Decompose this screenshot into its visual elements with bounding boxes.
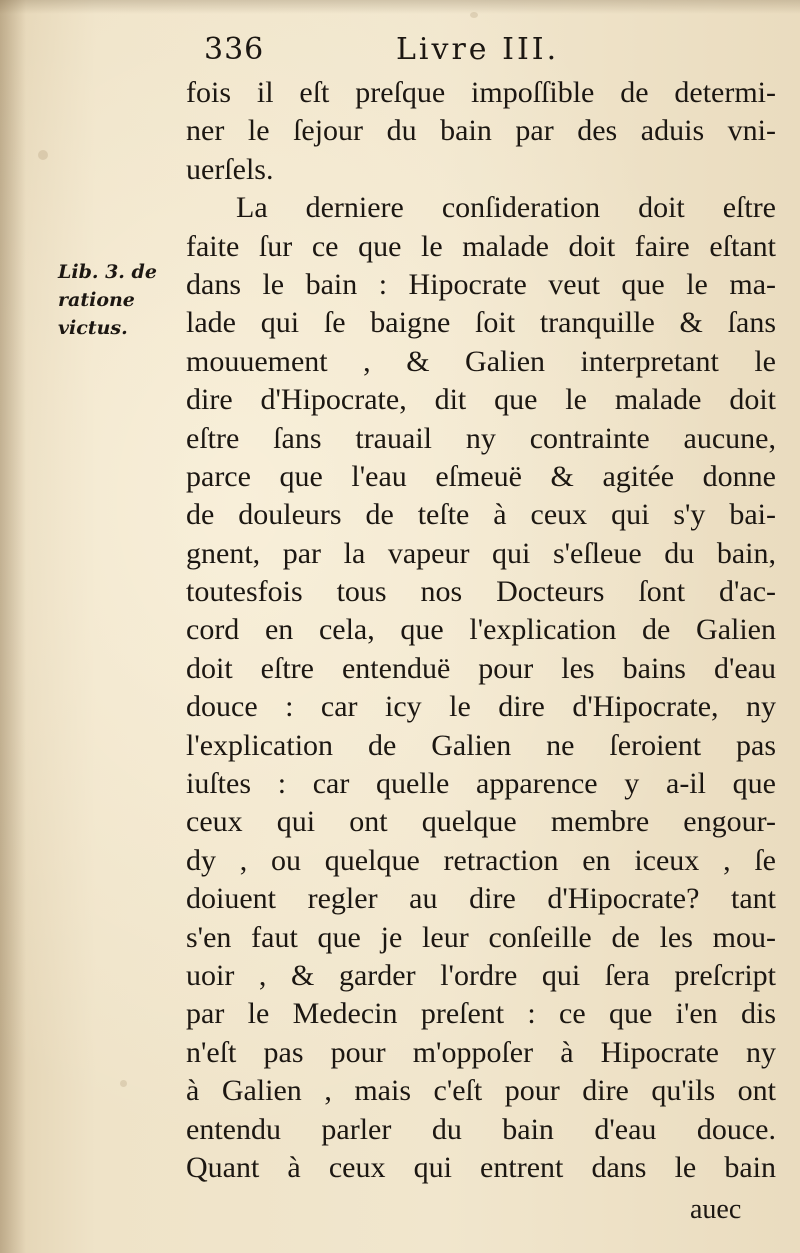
paper-spot	[470, 12, 478, 18]
catchword: auec	[690, 1194, 742, 1225]
text-line: lade qui ſe baigne ſoit tranquille & ſans	[186, 306, 776, 340]
margin-note-line: Lib. 3. de	[58, 261, 157, 283]
text-line: à Galien , mais c'eſt pour dire qu'ils ont	[186, 1074, 776, 1108]
text-line: entendu parler du bain d'eau douce.	[186, 1112, 776, 1146]
margin-note-line: victus.	[58, 317, 128, 339]
page-number: 336	[204, 32, 265, 67]
running-title: Livre III.	[396, 32, 560, 67]
text-line: fois il eſt preſque impoſſible de determi-	[186, 76, 776, 109]
text-line: eſtre ſans trauail ny contrainte aucune,	[186, 421, 776, 455]
paragraph-first-line: La derniere conſideration doit eſtre	[236, 191, 776, 225]
text-line: de douleurs de teſte à ceux qui s'y bai-	[186, 498, 776, 532]
text-line: doiuent regler au dire d'Hipocrate? tant	[186, 882, 776, 916]
page-top-edge	[0, 0, 800, 14]
text-line: Quant à ceux qui entrent dans le bain	[186, 1150, 776, 1184]
text-line: dire d'Hipocrate, dit que le malade doit	[186, 383, 776, 417]
text-line: dy , ou quelque retraction en iceux , ſe	[186, 843, 776, 877]
text-line: ceux qui ont quelque membre engour-	[186, 805, 776, 839]
margin-note-line: ratione	[58, 289, 135, 311]
gutter-shadow	[0, 0, 26, 1253]
text-line: n'eſt pas pour m'oppoſer à Hipocrate ny	[186, 1035, 776, 1069]
body-text	[186, 74, 776, 1187]
text-line: faite ſur ce que le malade doit faire eſtant	[186, 229, 776, 263]
text-line: cord en cela, que l'explication de Galien	[186, 613, 776, 647]
paper-spot	[38, 150, 48, 160]
text-line: mouuement , & Galien interpretant le	[186, 344, 776, 378]
text-line: gnent, par la vapeur qui s'eſleue du bain,	[186, 536, 776, 570]
text-line: toutesfois tous nos Docteurs ſont d'ac-	[186, 575, 776, 609]
text-line: parce que l'eau eſmeuë & agitée donne	[186, 459, 776, 493]
text-line: doit eſtre entenduë pour les bains d'eau	[186, 651, 776, 685]
text-line: s'en faut que je leur conſeille de les mou-	[186, 920, 776, 954]
text-line: iuſtes : car quelle apparence y a-il que	[186, 767, 776, 801]
text-line: l'explication de Galien ne ſeroient pas	[186, 728, 776, 762]
text-line: douce : car icy le dire d'Hipocrate, ny	[186, 690, 776, 724]
running-head	[204, 30, 724, 70]
paper-spot	[120, 1080, 127, 1087]
text-line: ner le ſejour du bain par des aduis vni-	[186, 114, 776, 148]
text-line: uoir , & garder l'ordre qui ſera preſcript	[186, 958, 776, 992]
text-line: par le Medecin preſent : ce que i'en dis	[186, 997, 776, 1031]
margin-note	[58, 258, 183, 342]
text-line: dans le bain : Hipocrate veut que le ma-	[186, 267, 776, 301]
text-line: uerſels.	[186, 152, 274, 186]
